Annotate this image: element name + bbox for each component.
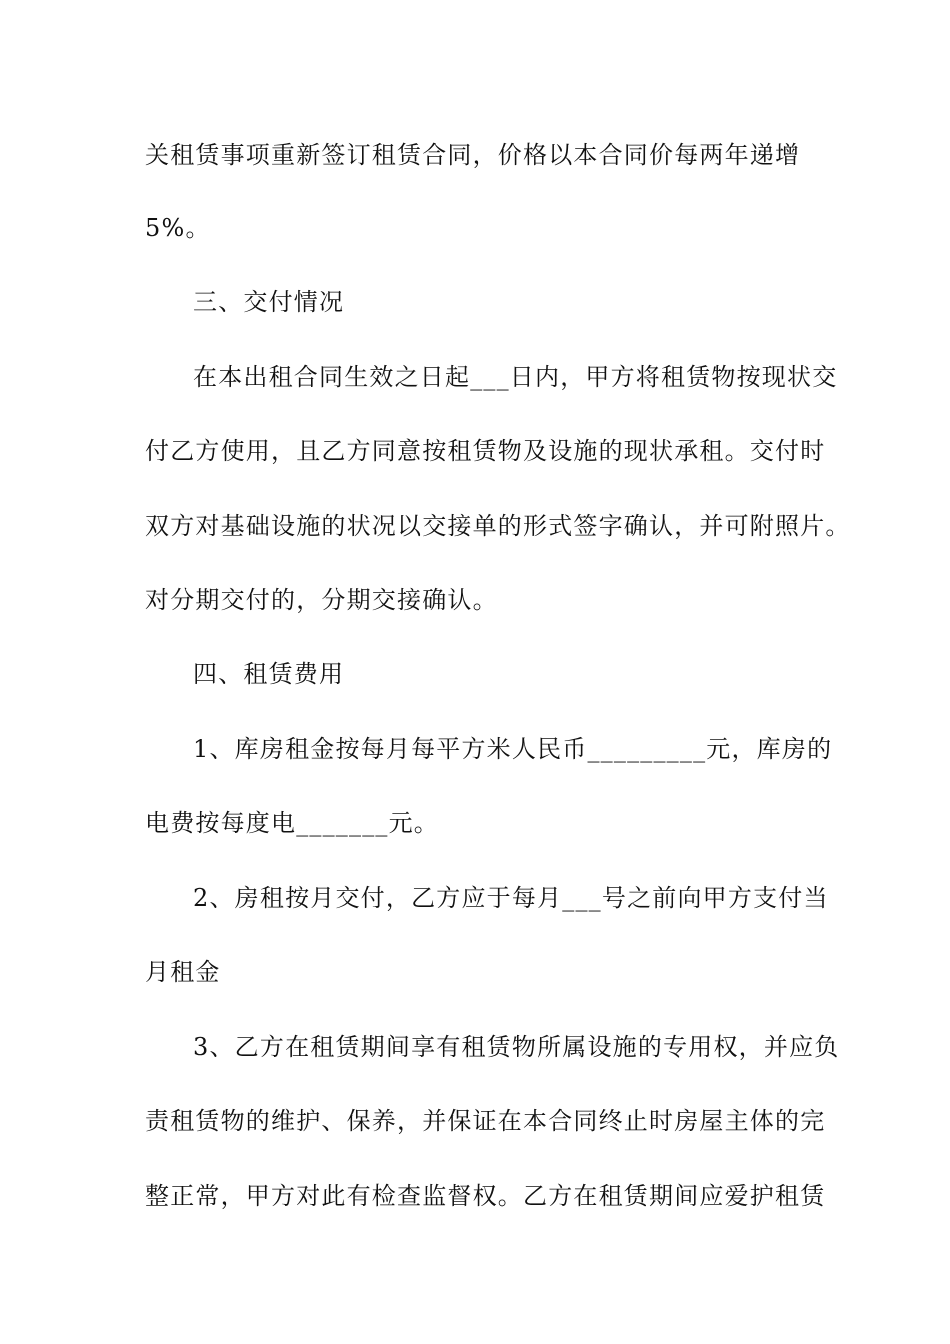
paragraph-line: 电费按每度电_______元。 xyxy=(145,809,439,837)
paragraph-line: 责租赁物的维护、保养，并保证在本合同终止时房屋主体的完 xyxy=(145,1107,826,1135)
paragraph-line: 1、库房租金按每月每平方米人民币_________元，库房的 xyxy=(193,735,833,763)
paragraph-line: 月租金 xyxy=(145,958,221,986)
paragraph-line: 在本出租合同生效之日起___日内，甲方将租赁物按现状交 xyxy=(193,363,838,391)
paragraph-line: 整正常，甲方对此有检查监督权。乙方在租赁期间应爱护租赁 xyxy=(145,1182,826,1210)
paragraph-line: 3、乙方在租赁期间享有租赁物所属设施的专用权，并应负 xyxy=(193,1033,840,1061)
paragraph-line: 5%。 xyxy=(145,214,211,242)
paragraph-line: 对分期交付的，分期交接确认。 xyxy=(145,586,498,614)
paragraph-line: 付乙方使用，且乙方同意按租赁物及设施的现状承租。交付时 xyxy=(145,437,826,465)
section-heading-delivery: 三、交付情况 xyxy=(193,288,345,316)
section-heading-fees: 四、租赁费用 xyxy=(193,660,345,688)
paragraph-line: 2、房租按月交付，乙方应于每月___号之前向甲方支付当 xyxy=(193,884,829,912)
paragraph-line: 关租赁事项重新签订租赁合同，价格以本合同价每两年递增 xyxy=(145,141,801,169)
paragraph-line: 双方对基础设施的状况以交接单的形式签字确认，并可附照片。 xyxy=(145,512,851,540)
